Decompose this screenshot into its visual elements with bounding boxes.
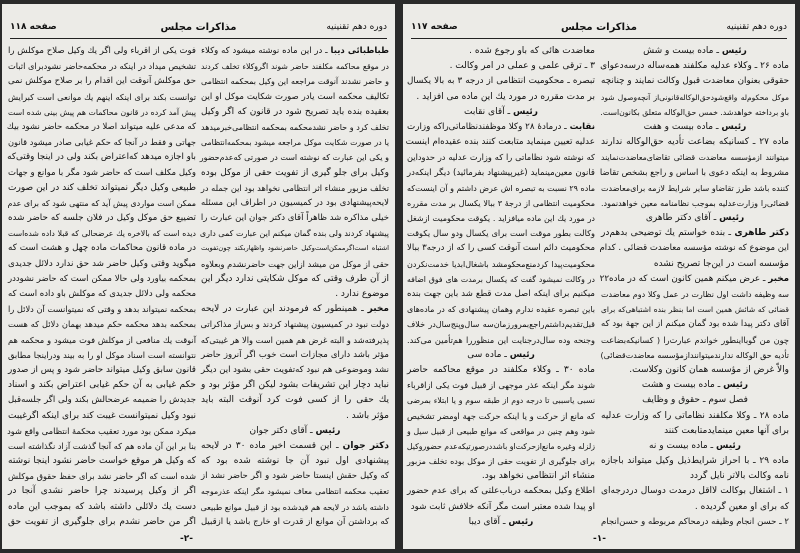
text-line [407,287,595,302]
line-text: محکمه ولی دلائل جدیدی که موکلش باو داده است که [7,289,196,299]
text-line [601,90,789,105]
text-line [407,393,595,408]
line-text: خیلی مذاکره شد ظاهراً آقای دکتر جوان این عبارت را [200,213,389,224]
speaker-name: مخبر [768,273,789,284]
line-text: ـ در این ماده نوشته میشود که وکلاء [201,46,331,56]
text-line [8,393,196,408]
text-line [601,44,789,59]
publication-title: مذاکرات مجلس [160,22,237,33]
line-text: کننده باشد طرز تقاضاو سایر شرایط لازمه برای‌معاضدت [601,183,789,193]
line-text: ـ آقای نقابت [464,106,513,117]
text-line [8,105,196,120]
line-text: قانون سابق وکیل میتواند حاضر شود و پس از صدور [8,364,196,375]
line-text: فصل سوم ـ حقوق و وظایف [642,395,748,406]
text-line [8,226,196,241]
text-line [201,393,389,408]
line-text: تعقیب محکمه انتظامی معاف نمیشود مگر اینکه عذرموجه [201,487,389,497]
line-text: و یکی این عبارت که نوشته است در صورتی که‌عدم‌حضور [199,153,389,163]
line-text: و حاضر نشدند آنوقت مراجعه این وکیل بمحکمه انتظامی [201,77,389,87]
text-line [8,439,196,454]
speaker-name: رئیس [716,440,741,451]
text-line [201,257,389,272]
text-line [201,469,389,484]
text-line [601,287,789,302]
text-line [601,348,789,363]
text-line [601,484,789,499]
text-line [601,196,789,211]
text-line [201,135,389,150]
line-text: عدلیه تعیین مینماید متابعت کنند بنده عقیده‌ام اینست [405,137,595,148]
text-line [601,317,789,332]
text-line [201,424,389,439]
line-text: باین تبصره عقیده ندارم وهمان پیشنهادی که در ماده‌های [407,305,595,315]
text-line [601,241,789,256]
line-text: وکالت بطور موقت است برای یکسال ودو سال یکوقت [407,228,595,239]
line-text: ممکن است مواردی پیش آید که منتهی شود که برای عدم [7,198,196,208]
text-line [601,393,789,408]
text-line [601,150,789,165]
text-line [601,120,789,135]
text-line [8,500,196,515]
text-line [601,302,789,317]
line-text: در ماده قانون محاکمات ماده چهل و هشت است که [8,243,196,254]
line-text: حقوقی بعنوان معاضدت قبول وکالت نمایند و چنانچه [601,76,789,87]
line-text: این موضوع که نوشته مؤسسه معاضدت قضائی . کدام [599,243,789,254]
text-line [8,469,196,484]
line-text: اگر من حاضر نشدم برای جلوگیری از تفویت حق [8,516,196,527]
text-line [601,59,789,74]
text-line [601,226,789,241]
text-line [8,348,196,363]
text-line [201,166,389,181]
session-label: دوره دهم تقنینیه [326,22,387,32]
line-text: دست یك دلائلی داشته باشد که بموجب این ماده [8,501,196,512]
header-rule [10,38,387,39]
line-text: لایحه‌پیشنهادی بود در کمیسیون در اطراف این مسئله [201,197,389,208]
text-line [201,44,389,59]
line-text: در مورد یك این ماده میافزاید . یکوقت محکومیت ازشغل [407,214,595,224]
text-line [201,272,389,287]
line-text: ـ آقای دکتر طاهری [645,213,720,224]
line-text: تبصره ـ محکومیت انتظامی از درجه ۳ به بالا یکسال [407,76,595,87]
line-text: حق موکلش آنوقت این اقدام را بر صلاح موکلش نمی [8,76,196,87]
text-line [201,90,389,105]
page-header [10,22,387,38]
text-line [8,515,196,530]
line-text: ـ آقای دکتر جوان [249,425,316,436]
text-line [201,287,389,302]
text-line [407,150,595,165]
line-text: حکم غیابی به آن حکم غیابی اعتراض بکند و اسناد [8,380,196,391]
text-line [601,500,789,515]
text-line [407,469,595,484]
speaker-name: نقابت [569,121,595,132]
text-line [8,302,196,317]
line-text: میگوید وقتی وکیل حاضر شد حق ندارد دلائل جدیدی [8,258,196,269]
text-line [8,181,196,196]
speaker-name: مخبر [367,304,389,315]
line-text: مشروط به اینکه دعوی با اساس و راجع بشخص تقاضا [599,167,789,178]
text-line [601,409,789,424]
text-column-left [8,44,196,530]
line-text: ۱ ـ اشتغال بوکالت لااقل درمدت دوسال دردرجه‌ای [601,486,789,497]
line-text: ـ همینطور که فرمودند این عبارت در لایحه [201,304,368,315]
line-text: داشته باشد در لایحه هم قیدشده بود از قبیل موانع طبیعی [200,502,389,512]
line-text: که نوشته شود نظاماتی را که وزارت عدلیه در حدوداین [407,152,595,163]
page-117 [403,4,795,549]
text-line [8,454,196,469]
text-line [8,409,196,424]
line-text: بر مدت مقرره در مورد یك این ماده می افزاید . [416,91,595,102]
line-text: بنا بر این آن ماده هم که آنجا گذشت آزاد نگذاشته است [8,440,196,451]
text-line [407,302,595,317]
line-text: قبل‌تقدیم‌داشتم‌راجع‌بمرورزمان‌سه سال‌وپنج‌سال‌در خلاف [407,320,595,330]
text-line [601,166,789,181]
text-line [407,135,595,150]
text-line [8,196,196,211]
speaker-name: رئیس [721,46,747,56]
text-line [201,59,389,74]
text-line [601,105,789,120]
line-text: ـ ماده بیست و هفت [643,121,722,132]
text-line [601,272,789,287]
speaker-name: رئیس [719,213,745,224]
text-line [407,439,595,454]
text-line [407,272,595,287]
line-text: از آن طرف وقتی که موکل شکایتی ندارد دیگر این [201,273,389,284]
text-line [201,120,389,135]
line-text: تکالیف محکمه است یادر صورت شکایت موکل او این [201,91,389,102]
line-text: ماده ۲۷ ـ کسانیکه بضاعت تأدیه حق‌الوکاله ندارند [601,137,789,148]
text-line [8,120,196,135]
text-line [201,241,389,256]
line-text: محکومیت‌پیدا کردمنع‌محکومشد باشغال‌ابدیا خدمت‌نکردن [407,259,595,269]
text-line [8,90,196,105]
line-text: مؤثر باشد دارای مجازات است خوب اگر آنروز حاضر [201,349,389,360]
text-line [8,135,196,150]
line-text: وکیل برای جلو گیری از تفویت حقی از موکل بوده [201,167,389,178]
line-text: بمحکمه نمیتواند بدهد و وقتی که نمیتوانست آن دلائل را [8,304,196,315]
line-text: محکومیت دائم است آنوقت کسی را که از درجه۳ ببالا [407,243,596,254]
line-text: تخلف مزبور منشاء اثر انتظامی نخواهد بود این جمله در [200,182,389,193]
line-text: ماده ۳۰ ـ وکلاء مکلفند در موقع محاکمه حاضر [407,364,595,375]
text-line [601,439,789,454]
line-text: ـ ماده بیست و نه [649,440,717,451]
text-line [201,226,389,241]
text-line [601,454,789,469]
line-text: شود وهم چنین در مواقعی که موانع طبیعی از قبیل سیل و [407,426,595,436]
text-line [601,257,789,272]
speaker-name: رئیس [512,106,538,117]
line-text: مؤسسه است در این‌جا تصریح نشده [653,258,789,269]
line-text: حقی از موکل من میشد ازاین جهت حاضرنشدم وبعلاوه [201,258,389,269]
line-text: ـ ماده بیست و شش [643,46,722,56]
line-text: باو برداخته خواهدشد. خمس حق‌الوکاله متعلق بکانون‌است. [600,107,789,117]
line-text: ۳ ـ ترقی علمی و عملی در امر وکالت . [449,61,595,72]
text-column-left [407,44,595,530]
line-text: یك حقی را از کسی فوت کرد آنوقت البته باید [201,395,389,406]
line-text: که وکیل حقش اینستا حاضر شود و اگر حاضر نشد از [201,471,389,482]
text-line [8,272,196,287]
text-line [601,181,789,196]
line-text: نسبی یاسببی تا درجه دوم از طبقه سوم و یا ابتلاء بمرضی [407,396,595,406]
speaker-name: رئیس [508,516,534,527]
text-line [201,378,389,393]
line-text: ۲ ـ حسن انجام وظیفه درمحاکم مربوطه و حسن‌انجام [601,516,789,527]
speaker-name: دکتر طاهری [734,228,790,239]
line-text: قضائی که شائش همین است اما بنظر بنده اشتباهی‌که برای [601,305,789,315]
speaker-name: رئیس [315,425,341,436]
text-line [8,287,196,302]
text-line [8,333,196,348]
text-line [201,439,389,454]
text-line [8,257,196,272]
line-text: برای آنها معین مینمایدمتابعت کنند [664,425,789,436]
line-text: پیشنهادی اول نبود آن جا نوشته شده بود که [201,456,389,467]
line-text: جدیدش را ضمیمه عرضحالش بکند ولی اگر جلسه‌قبل [8,395,196,406]
line-text: ماده ۲۶ ـ وکلاء عدلیه مکلفند همه‌ساله درسه‌دعوای [600,61,789,72]
text-line [407,424,595,439]
line-text: تخلف کرد و حاضر نشدمحکمه بمحکمه انتظامی‌خبرمیدهد [201,122,389,132]
line-text: والاّ غرض از مؤسسه همان کانون وکلاست. [629,364,789,375]
speaker-name: طباطبائی دیبا [330,46,389,56]
text-line [8,59,196,74]
text-line [407,348,595,363]
line-text: قانون معین‌مینماید (غیرپیشنهاد بفرمائید) دیگر اینکه‌در [407,167,595,178]
text-line [8,241,196,256]
text-line [201,363,389,378]
line-text: بمحکمه بیاورد ولی حالا ممکن است که حاضر نشوددر [8,273,196,284]
text-line [407,226,595,241]
text-line [601,135,789,150]
line-text: قضائی‌را وزارت‌عدلیه بموجب نظامنامه معین خواهدنمود. [601,198,789,208]
line-text: میکنیم برای اینکه اصل مدت قطع شد باین جهت بنده [407,289,595,299]
text-line [8,378,196,393]
line-text: ماده ۲۹ ـ با احراز شرایط‌ذیل وکیل میتواند باجازه [601,456,790,467]
text-line [407,120,595,135]
text-line [201,181,389,196]
line-text: شده است که اگر حاضر نشد برای حفظ حقوق موکلش [8,471,196,482]
text-line [407,378,595,393]
line-text: یا در صورت شکایت موکل مراجعه میشود بمحکمه‌انتظامی [201,138,389,148]
line-text: بمحکمه بدهد محکمه حکم میدهد بهمان دلائل که هست [8,319,196,330]
line-text: ماده ۲۸ ـ وکلا مکلفند نظاماتی را که وزارت عدلیه [601,410,789,421]
text-line [601,211,789,226]
text-line [201,74,389,89]
speaker-name: رئیس [723,380,749,391]
text-line [8,363,196,378]
line-text: که برداشتن آن موانع از قدرت او خارج باشد یا ازقبیل [201,516,389,527]
page-number: صفحه ۱۱۷ [411,22,458,32]
session-label: دوره دهم تقنینیه [726,22,787,32]
text-line [407,500,595,515]
text-line [407,211,595,226]
text-line [201,484,389,499]
page-number: صفحه ۱۱۸ [10,22,57,32]
line-text: شوند مگر اینکه عذر موجهی از قبیل فوت یکی ازاقرباء [407,380,595,391]
line-text: نامه وکالت بالاتر نایل گردد [690,471,789,482]
line-text: معاضدت هائی که باو رجوع شده . [469,46,595,56]
speaker-name: رئیس [721,121,747,132]
line-text: اطلاع وکیل بمحکمه درباب‌علتی که برای عدم حضور [407,486,595,497]
line-text: ـ ماده بیست و هشت [641,380,724,391]
text-line [601,74,789,89]
page-118 [2,4,395,549]
line-text: نبود وکیل نمیتوانست غیبت کند برای اینکه اگرغیبت [8,410,196,421]
text-line [601,333,789,348]
text-line [201,105,389,120]
text-line [201,196,389,211]
line-text: وکیل مکلف است که حاضر شود مگر با موانع و جهات [8,167,196,178]
text-line [407,454,595,469]
line-text: که برای او معین گردیده . [694,501,789,512]
text-line [601,469,789,484]
line-text: ـ ماده سی [467,349,510,360]
text-line [407,44,595,59]
line-text: پیشنهاد کردند ولی بنده گمان میکنم این عبارت کمی داری [199,229,389,239]
text-line [407,515,595,530]
line-text: ـ آقای دیبا [468,516,509,527]
text-line [201,302,389,317]
line-text: ـ این قسمت اخیر ماده ۳۰ در لایحه [201,440,343,451]
header-rule [411,38,787,39]
speaker-name: دکتر جوان [342,440,390,451]
text-line [8,484,196,499]
line-text: در وکالت نمیشود گفت که یکسال برمدت های فوق اضافه [407,274,595,284]
text-line [407,196,595,211]
line-text: موضوع ندارد . [335,289,389,299]
text-line [407,409,595,424]
text-line [8,166,196,181]
line-text: آقای دکتر پیدا شده بود گمان میکنم از این جهة بود که [601,319,789,330]
text-line [601,378,789,393]
line-text: توانست بکند برای اینکه اینهم یك موانعی است کبرایش [8,91,196,102]
line-text: نباید دچار این تشریفات بشود لیکن اگر مؤثر بود و [201,380,389,391]
text-line [8,150,196,165]
line-text: اشتباه است‌اگرممکن‌است‌وکیل حاضرنشود واظهاربکند چون‌تفویت [201,244,389,253]
text-line [407,333,595,348]
line-text: میکرد ممکن بود مورد تعقیب محکمهٔ انتظامی واقع شود [7,425,196,436]
text-line [201,454,389,469]
text-line [201,409,389,424]
line-text: تأدیه حق الوکاله ندارندمیتوانندازمؤسسه معاضدت‌قضائی) [600,350,789,360]
text-line [8,211,196,226]
folio-number: -۲- [180,534,193,544]
line-text: در موقع محاکمه مکلفند حاضر شوند اگروکلاء تخلف کردند [201,62,389,72]
text-line [8,44,196,59]
folio-number: -۱- [593,534,606,544]
text-line [201,211,389,226]
line-text: دولت نبود در کمیسیون پیشنهاد کردند و بس‌از مذاکراتی [200,319,389,330]
line-text: منشاء اثر انتظامی نخواهد بود. [481,471,595,482]
text-line [8,317,196,332]
line-text: وجنحه وده سال‌درجنایت این منظوررا هم‌تأمین می‌کند. [407,334,595,345]
text-line [407,181,595,196]
text-line [407,363,595,378]
text-line [407,484,595,499]
line-text: ـ بنده خواستم یك توضیحی بدهم‌در [601,228,735,239]
text-line [201,317,389,332]
text-line [407,257,595,272]
text-line [8,74,196,89]
text-column-right [201,44,389,530]
line-text: طبیعی وکیل دیگر نمیتواند تخلف کند در این صورت [8,182,196,193]
page-header [411,22,787,38]
line-text: تشخیص میداد در اینکه در محکمه‌حاضر نشودبرای اثبات [8,61,196,72]
text-line [201,500,389,515]
line-text: پذیرفته‌شد و البته غرض هم همین است والا هر غیبتی‌که [200,334,389,345]
line-text: چون من گوبااینطور خواندم عبارت‌را ( کسانیکه‌بضاعت [601,334,789,345]
line-text: پیش آمد کرده در قانون محاکمات هم پیش بینی شده است [8,107,196,117]
line-text: ـ عرض میکنم همین کانون است که در ماده۲۲ [599,273,769,284]
line-text: محکومیت انتظامی از درجهٔ ۳ ببالا یکسال بر مدت مقرره [407,198,595,208]
line-text: نشد وموضوعی هم نبود که‌تفویت حقی بشود این دیگر [201,364,389,375]
text-column-right [601,44,789,530]
line-text: باو اجازه میدهد که‌اعتراض بکند ولی در اینجا وقتی‌که [7,152,196,163]
line-text: بعقیده بنده باید تصریح شود در قانون که اگر وکیل [201,106,389,117]
text-line [407,59,595,74]
text-line [8,424,196,439]
line-text: برای جلوگیری از تفویت حقی از موکل بوده تخلف مزبور [407,457,595,467]
line-text: موکل محکوم‌له واقع‌شودحق‌الوکاله‌قانونی‌از آنچه‌وصول شود [601,92,789,102]
text-line [407,166,595,181]
text-line [407,90,595,105]
line-text: فوت یکی از اقرباء ولی اگر یك وکیل صلاح موکلش را [8,46,196,56]
speaker-name: رئیس [509,349,535,360]
publication-title: مذاکرات مجلس [560,22,638,33]
text-line [201,333,389,348]
line-text: مؤثر باشد . [345,410,389,421]
text-line [407,74,595,89]
text-line [601,363,789,378]
text-line [201,515,389,530]
line-text: ـ درمادهٔ ۲۸ وکلا موظفندنظاماتی‌راکه وزارت [407,121,570,132]
line-text: سه وظیفه داشت اول نظارت در عمل وکلا دوم معاضدت [601,290,789,299]
line-text: که وکیل هر موقع خواست حاضر نشود اینجا نوشته [8,456,196,467]
line-text: دیده است که بالاخره یك عرضحالی که قبلا داده شده‌است [8,229,196,239]
line-text: که مانع از حرکت و یا اینکه حرکت جهة اومضر تشخیص [407,410,595,421]
line-text: که مدعی علیه میتواند اصلا در محکمه حاضر نشود بیك [6,121,196,132]
text-line [407,317,595,332]
text-line [407,241,595,256]
line-text: او پیدا شده معتبر است مگر آنکه خلافش ثابت شود [410,501,595,512]
line-text: اگر از وکیل پرسیدند چرا حاضر نشدی آنجا در [8,486,196,497]
text-line [601,424,789,439]
line-text: ماده ۲۹ نسبت به تبصره اش عرض داشتم و آن اینست‌که [407,183,595,193]
text-line [201,348,389,363]
text-line [407,105,595,120]
line-text: نتوانسته است اسناد موکل او را به بیند ودراینجا مطابق [8,349,196,360]
line-text: میتوانند ازمؤسسه معاضدت قضائی تقاضای‌معاضدت‌نمایند [601,153,789,163]
line-text: آنوقت یك منافعی از موکلش فوت میشود و محکمه هم [8,334,196,345]
line-text: تضییع حق موکل وکیل در فلان جلسه که حاضر شده [8,213,196,224]
text-line [601,515,789,530]
line-text: زلزله وغیره مانع‌ازحرکت‌او باشددرصورتیکه‌عدم حضوروکیل [406,441,595,451]
text-line [201,150,389,165]
line-text: جهاتی و فقط در آنجا که حکم غیابی صادر میشود قانون [8,137,196,148]
